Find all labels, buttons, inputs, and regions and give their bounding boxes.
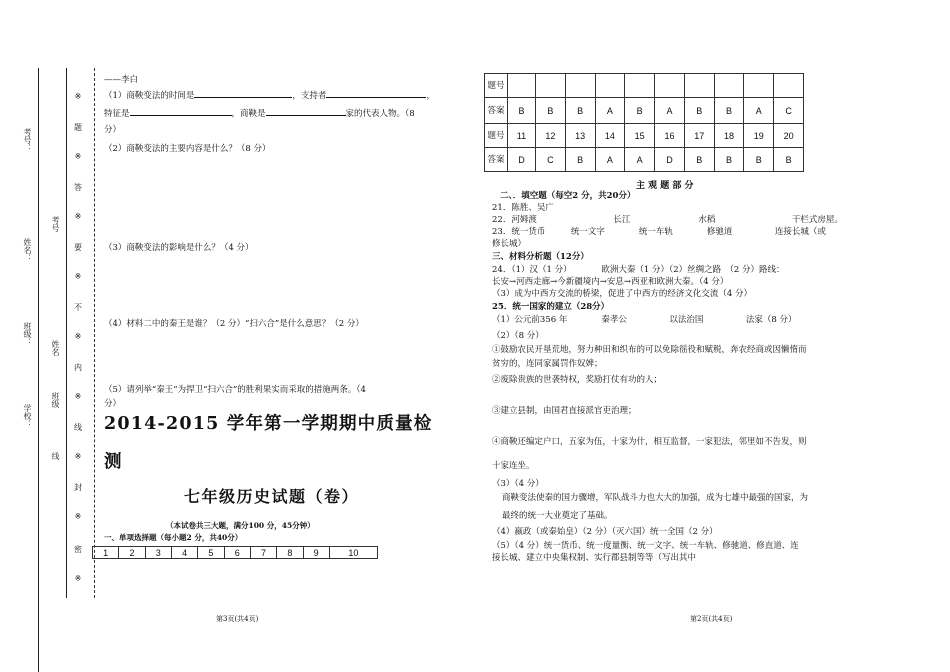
inner-class-label: 班级 bbox=[51, 392, 60, 408]
answer-cell: D bbox=[508, 148, 536, 172]
exam-subtitle: 七年级历史试题（卷） bbox=[184, 487, 360, 506]
inner-name-label: 姓名 bbox=[51, 340, 60, 356]
answer-22: 22．河姆渡 长江 水稻 干栏式房屋。 bbox=[492, 215, 843, 225]
q1-text-e: ，商鞅是 bbox=[231, 109, 266, 119]
answer-blank[interactable] bbox=[326, 88, 426, 98]
seal-char: 不 bbox=[74, 303, 82, 312]
answer-23: 23．统一货币 统一文字 统一车轨 修驰道 连接长城（或 bbox=[492, 227, 826, 237]
answer-25-2a: ①鼓励农民开垦荒地，努力种田和织布的可以免除徭役和赋税，奔农经商或因懒惰而 bbox=[492, 345, 807, 355]
answer-number-cell: 7 bbox=[250, 547, 276, 559]
answer-24-route: 长安→河西走廊→今新疆境内→安息→西亚和欧洲大秦。（4 分） bbox=[492, 277, 729, 287]
margin-rule-outer bbox=[38, 68, 39, 672]
section-1-heading: 一、单项选择题（每小题2 分，共40分） bbox=[104, 533, 243, 542]
class-label: 班级： bbox=[23, 322, 32, 346]
answer-cell: C bbox=[535, 148, 565, 172]
answer-number-cell: 2 bbox=[119, 547, 145, 559]
question-2: （2）商鞅变法的主要内容是什么？（8 分） bbox=[104, 144, 271, 154]
answer-25-2d: ④商鞅还编定户口，五家为伍，十家为什，相互监督，一家犯法，邻里如不告发，则 bbox=[492, 437, 807, 447]
answer-25-5-cont: 接长城、建立中央集权制、实行郡县制等等（写出其中 bbox=[492, 553, 697, 563]
name-label: 姓名： bbox=[23, 238, 32, 262]
answer-number-cell: 5 bbox=[198, 547, 224, 559]
question-number-cell: 15 bbox=[625, 124, 655, 148]
school-label: 学校： bbox=[23, 404, 32, 428]
margin-rule-inner bbox=[66, 68, 67, 598]
answer-number-cell: 4 bbox=[171, 547, 197, 559]
answer-key-table bbox=[484, 73, 804, 172]
margin-line-char: 线 bbox=[51, 452, 60, 460]
answer-cell: B bbox=[774, 148, 804, 172]
question-3: （3）商鞅变法的影响是什么？（4 分） bbox=[104, 243, 254, 253]
answer-number-cell: 10 bbox=[329, 547, 377, 559]
seal-char: 要 bbox=[74, 243, 82, 252]
answer-cell: B bbox=[684, 98, 714, 124]
answer-number-cell: 8 bbox=[277, 547, 303, 559]
answer-25-2a-cont: 贫穷的，连同家属罚作奴婢； bbox=[492, 359, 603, 369]
answer-25-3: （3）（4 分） bbox=[492, 479, 544, 489]
row-label: 答案 bbox=[485, 98, 508, 124]
answer-25-3-text: 商鞅变法使秦的国力骤增，军队战斗力也大大的加强，成为七雄中最强的国家，为 bbox=[502, 493, 809, 503]
answer-25-2d-cont: 十家连坐。 bbox=[492, 461, 535, 471]
q1-text-a: （1）商鞅变法的时间是 bbox=[104, 91, 195, 101]
answer-blank[interactable] bbox=[130, 106, 232, 116]
answer-cell: B bbox=[684, 148, 714, 172]
question-number-cell: 18 bbox=[714, 124, 744, 148]
answer-21: 21．陈胜、吴广 bbox=[492, 203, 554, 213]
seal-char: 密 bbox=[74, 545, 82, 554]
section-3-heading: 三、材料分析题（12分） bbox=[492, 252, 589, 262]
answer-cell: B bbox=[744, 148, 774, 172]
seal-char: 封 bbox=[74, 483, 82, 492]
seal-char: 线 bbox=[74, 423, 82, 432]
answer-cell: A bbox=[655, 98, 685, 124]
question-1-line-1 bbox=[104, 88, 435, 102]
answer-25-1: （1）公元前356 年 秦孝公 以法治国 法家（8 分） bbox=[492, 315, 797, 325]
answer-blank[interactable] bbox=[266, 106, 346, 116]
answer-grid-1-10 bbox=[92, 546, 378, 559]
row-label: 题号 bbox=[485, 124, 508, 148]
seal-char: ※ bbox=[74, 332, 82, 341]
subjective-heading: 主 观 题 部 分 bbox=[636, 181, 694, 191]
q1-text-d: 特征是 bbox=[104, 109, 130, 119]
seal-char: ※ bbox=[74, 574, 82, 583]
seal-dashed-line bbox=[94, 68, 95, 598]
question-number-cell: 12 bbox=[535, 124, 565, 148]
seal-char: 题 bbox=[74, 123, 82, 132]
answer-cell: D bbox=[655, 148, 685, 172]
answer-number-cell: 9 bbox=[303, 547, 329, 559]
answer-number-cell: 3 bbox=[145, 547, 171, 559]
right-page-footer: 第2页(共4页) bbox=[690, 615, 733, 623]
q1-text-f: 家的代表人物。（8 bbox=[345, 109, 415, 119]
answer-24-3: （3）成为中西方交流的桥梁，促进了中西方的经济文化交流（4 分） bbox=[492, 289, 753, 299]
answer-25-4: （4）嬴政（或秦始皇）（2 分）（灭六国）统一全国（2 分） bbox=[492, 527, 718, 537]
question-number-cell: 14 bbox=[595, 124, 625, 148]
seal-char: ※ bbox=[74, 392, 82, 401]
exam-title-line-1: 2014-2015 学年第一学期期中质量检 bbox=[104, 414, 433, 434]
q1-text-c: ， bbox=[426, 91, 435, 101]
answer-cell: B bbox=[565, 98, 595, 124]
answer-25-2b: ②废除贵族的世袭特权，奖励打仗有功的人； bbox=[492, 375, 663, 385]
answer-25-5: （5）（4 分）统一货币、统一度量衡、统一文字、统一车轨、修驰道、修直道、连 bbox=[492, 541, 799, 551]
question-number-cell: 11 bbox=[508, 124, 536, 148]
exam-info: （本试卷共三大题，满分100 分，45分钟） bbox=[166, 521, 315, 530]
seal-char: ※ bbox=[74, 512, 82, 521]
answer-cell: B bbox=[625, 98, 655, 124]
seal-char: ※ bbox=[74, 92, 82, 101]
answer-25-2c: ③建立县制，由国君直接派官吏治理； bbox=[492, 406, 637, 416]
row-label: 题号 bbox=[485, 74, 508, 98]
question-number-cell: 16 bbox=[655, 124, 685, 148]
answer-cell: B bbox=[535, 98, 565, 124]
question-1-line-2 bbox=[104, 106, 415, 120]
answer-number-cell: 6 bbox=[224, 547, 250, 559]
left-page-footer: 第3页(共4页) bbox=[216, 615, 259, 623]
seal-char: ※ bbox=[74, 212, 82, 221]
answer-cell: A bbox=[595, 148, 625, 172]
answer-24: 24．（1）汉（1 分） 欧洲大秦（1 分）（2）丝绸之路 （2 分）路线： bbox=[492, 265, 785, 275]
q1-text-b: ，支持者 bbox=[292, 91, 327, 101]
answer-23-cont: 修长城） bbox=[492, 239, 527, 249]
question-1-line-3: 分） bbox=[104, 125, 122, 135]
question-number-cell: 20 bbox=[774, 124, 804, 148]
answer-cell: B bbox=[508, 98, 536, 124]
answer-cell: A bbox=[744, 98, 774, 124]
answer-cell: B bbox=[565, 148, 595, 172]
answer-cell: A bbox=[625, 148, 655, 172]
question-4: （4）材料二中的秦王是谁？（2 分）“扫六合”是什么意思？（2 分） bbox=[104, 319, 364, 329]
answer-cell: A bbox=[595, 98, 625, 124]
question-number-cell: 19 bbox=[744, 124, 774, 148]
answer-25-3-text-cont: 最终的统一大业奠定了基础。 bbox=[502, 511, 613, 521]
section-2-heading: 二、．填空题（每空2 分，共20分） bbox=[500, 191, 636, 201]
answer-25-2: （2）（8 分） bbox=[492, 331, 544, 341]
quote-attribution: ——李白 bbox=[104, 75, 139, 85]
section-25-heading: 25．统一国家的建立（28分） bbox=[492, 302, 610, 312]
exam-number-label: 考号： bbox=[23, 128, 32, 152]
seal-char: ※ bbox=[74, 452, 82, 461]
answer-cell: B bbox=[714, 148, 744, 172]
inner-exam-number-label: 考号 bbox=[51, 216, 60, 232]
answer-cell: C bbox=[774, 98, 804, 124]
exam-title-line-2: 测 bbox=[104, 452, 122, 472]
question-5-cont: 分） bbox=[104, 399, 122, 409]
question-5: （5）请列举“秦王”为捍卫“扫六合”的胜利果实而采取的措施两条。（4 bbox=[104, 385, 366, 395]
answer-cell: B bbox=[714, 98, 744, 124]
answer-number-cell: 1 bbox=[93, 547, 119, 559]
question-number-cell: 13 bbox=[565, 124, 595, 148]
seal-char: ※ bbox=[74, 272, 82, 281]
seal-char: 答 bbox=[74, 183, 82, 192]
seal-char: 内 bbox=[74, 363, 82, 372]
answer-blank[interactable] bbox=[194, 88, 292, 98]
seal-char: ※ bbox=[74, 152, 82, 161]
question-number-cell: 17 bbox=[684, 124, 714, 148]
row-label: 答案 bbox=[485, 148, 508, 172]
